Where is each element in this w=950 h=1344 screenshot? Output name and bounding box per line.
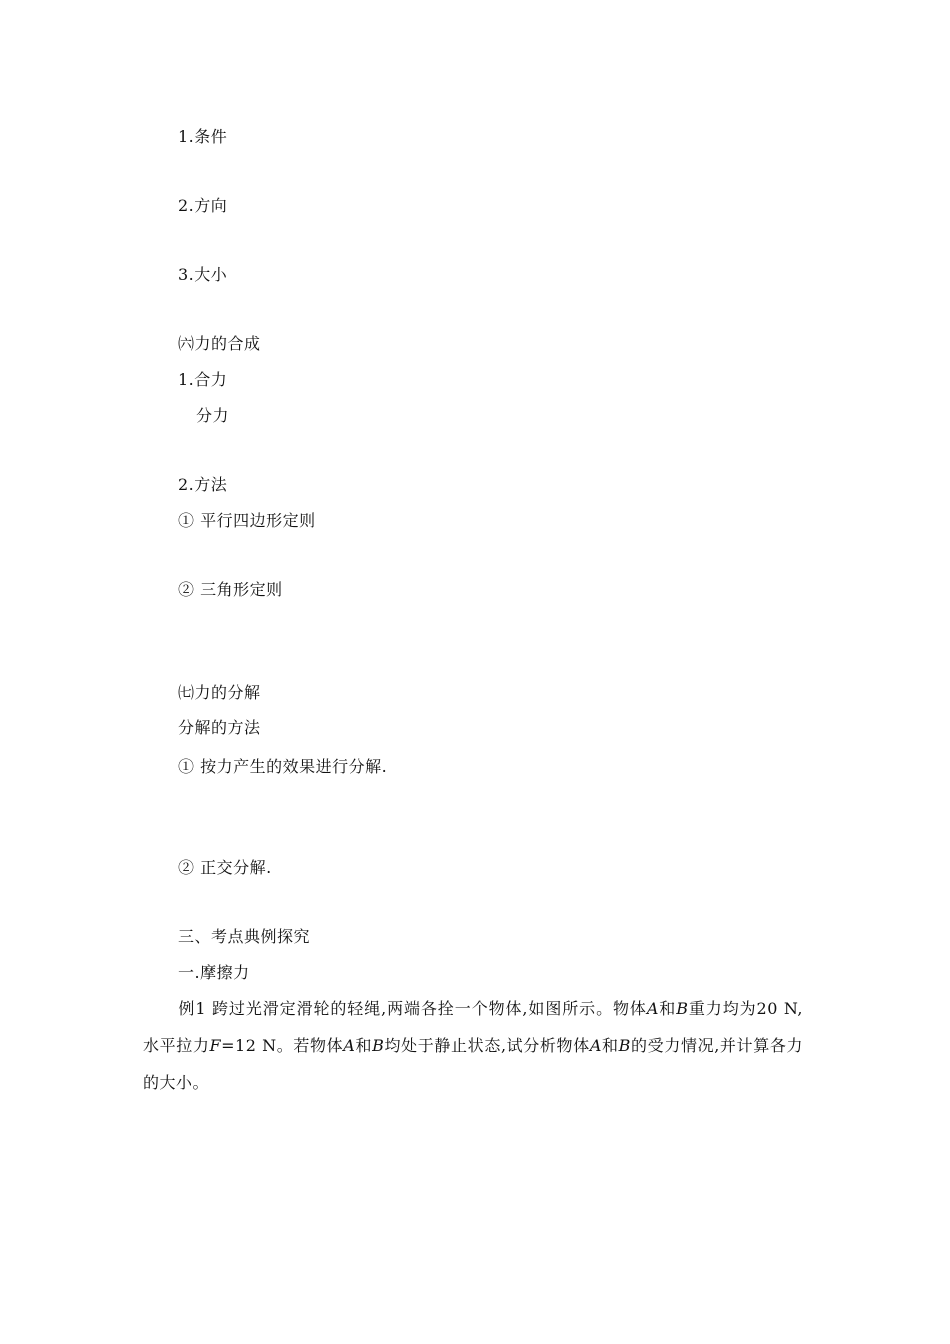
item-component-force: 分力 <box>196 406 230 425</box>
item-method: 2.方法 <box>178 475 228 494</box>
example-1-paragraph <box>143 990 803 1101</box>
subsection-friction: 一.摩擦力 <box>178 963 250 982</box>
item-magnitude: 3.大小 <box>178 265 228 284</box>
item-resultant-force: 1.合力 <box>178 370 228 389</box>
section-exam-examples: 三、考点典例探究 <box>178 927 311 946</box>
example-text: 均处于静止状态,试分析物体 <box>384 1036 590 1055</box>
example-text: 和 <box>355 1036 373 1055</box>
item-conditions: 1.条件 <box>178 127 228 146</box>
item-direction: 2.方向 <box>178 196 228 215</box>
var-b: B <box>372 1036 385 1055</box>
item-triangle-rule: ② 三角形定则 <box>178 580 283 599</box>
item-effect-decomposition: ① 按力产生的效果进行分解. <box>178 757 388 776</box>
example-text: 和 <box>658 999 677 1018</box>
var-b: B <box>618 1036 631 1055</box>
var-b: B <box>676 999 689 1018</box>
example-text: 和 <box>601 1036 619 1055</box>
item-decomposition-method: 分解的方法 <box>178 718 261 737</box>
var-a: A <box>646 999 659 1018</box>
var-a: A <box>589 1036 602 1055</box>
var-a: A <box>343 1036 356 1055</box>
item-orthogonal-decomposition: ② 正交分解. <box>178 858 272 877</box>
example-text: 重力均为20 N,水平拉力 <box>143 999 803 1055</box>
var-f: F <box>209 1036 222 1055</box>
example-text: 例1 跨过光滑定滑轮的轻绳,两端各拴一个物体,如图所示。物体 <box>178 999 647 1018</box>
section-force-composition: ㈥力的合成 <box>178 334 261 353</box>
example-text: =12 N。若物体 <box>221 1036 344 1055</box>
section-force-decomposition: ㈦力的分解 <box>178 683 261 702</box>
example-text: 的受力情况,并计算各力的大小。 <box>143 1036 803 1092</box>
item-parallelogram-rule: ① 平行四边形定则 <box>178 511 316 530</box>
